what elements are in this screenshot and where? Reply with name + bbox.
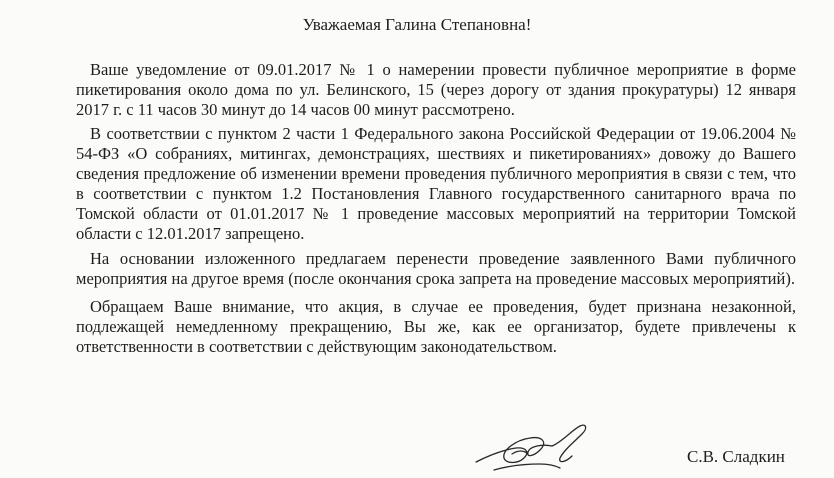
letter-greeting: Уважаемая Галина Степановна! bbox=[302, 15, 532, 34]
paragraph-warning: Обращаем Ваше внимание, что акция, в случае ее проведения, будет признана незаконной, подлежащей немедленному прекращению, Вы же, как ее организатор, будете привлечены к ответственности в соответствии с действующим законодательством. bbox=[76, 297, 796, 356]
handwritten-signature bbox=[468, 420, 608, 476]
signer-name: С.В. Сладкин bbox=[687, 447, 785, 466]
paragraph-legal-basis: В соответствии с пунктом 2 части 1 Федерального закона Российской Федерации от 19.06.2004 № 54-ФЗ «О собраниях, митингах, демонстрациях, шествиях и пикетированиях» довожу до Вашего сведения предложение об изменении времени проведения публичного мероприятия в связи с тем, что в соответствии с пунктом 1.2 Постановления Главного государственного санитарного врача по Томской области от 01.01.2017 № 1 проведение массовых мероприятий на территории Томской области с 12.01.2017 запрещено. bbox=[76, 124, 796, 243]
paragraph-proposal: На основании изложенного предлагаем перенести проведение заявленного Вами публичного мероприятия на другое время (после окончания срока запрета на проведение массовых мероприятий). bbox=[76, 249, 796, 288]
letter-body bbox=[76, 60, 796, 361]
paragraph-notification: Ваше уведомление от 09.01.2017 № 1 о намерении провести публичное мероприятие в форме пикетирования около дома по ул. Белинского, 15 (через дорогу от здания прокуратуры) 12 января 2017 г. с 11 часов 30 минут до 14 часов 00 минут рассмотрено. bbox=[76, 60, 796, 119]
